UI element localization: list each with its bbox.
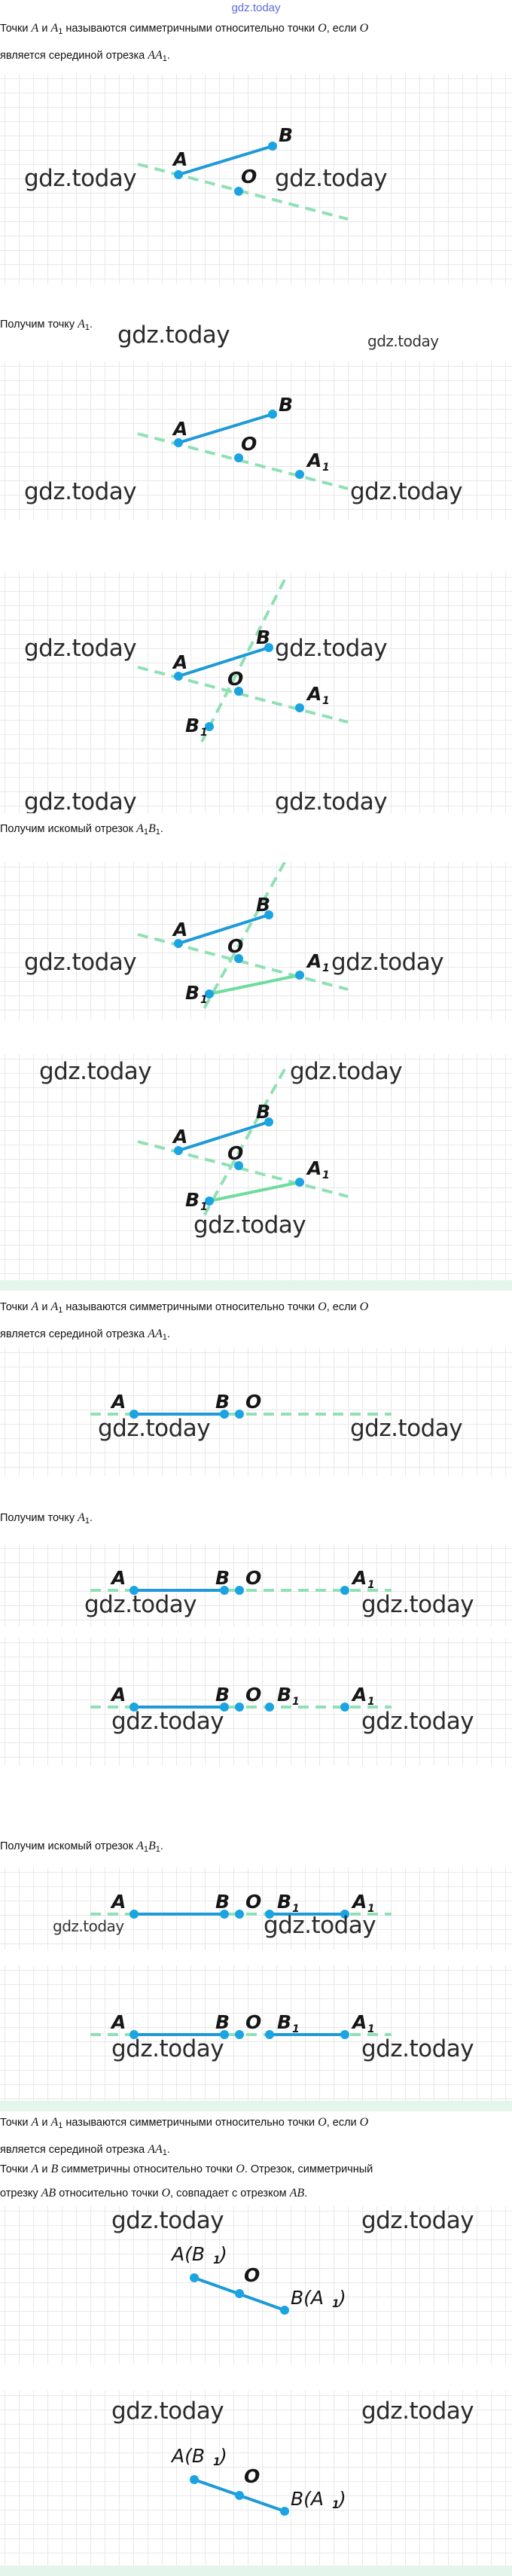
- watermark: gdz.today: [24, 165, 137, 192]
- label-b: B: [215, 1891, 230, 1913]
- label-a: A: [173, 919, 188, 940]
- watermark: gdz.today: [361, 1708, 474, 1735]
- watermark: gdz.today: [350, 1415, 463, 1442]
- label-a1: A: [307, 683, 322, 705]
- label-a-b1: A(B: [172, 2445, 206, 2467]
- definition-text-1: Точки A и $A_1$ называются симметричными относительно точки O, если O является серединой отрезка $AA_1$.: [0, 22, 369, 63]
- label-a1: A: [307, 950, 322, 972]
- figure-panel-3: [0, 572, 512, 813]
- label-a: A: [173, 418, 188, 440]
- label-o: O: [245, 1684, 262, 1706]
- label-a1: A: [352, 1684, 367, 1706]
- label-a1: A: [352, 2011, 367, 2033]
- label-b: B: [215, 1567, 230, 1589]
- label-b1: B: [277, 1891, 292, 1913]
- label-b1: B: [185, 1189, 200, 1211]
- label-b1-sub: 1: [200, 727, 208, 739]
- watermark: gdz.today: [194, 1212, 306, 1239]
- label-o: O: [245, 1391, 262, 1413]
- label-a1-sub: 1: [367, 1579, 375, 1591]
- label-a: A: [173, 148, 188, 170]
- label-o: O: [227, 935, 244, 957]
- label-a1-sub: 1: [367, 2023, 375, 2035]
- label-b-a1-sub: 1: [332, 2499, 340, 2511]
- figure-6: [0, 1348, 512, 1476]
- figure-panel-11: [0, 2206, 512, 2364]
- watermark: gdz.today: [350, 478, 463, 505]
- segment-a1b1: [209, 975, 300, 994]
- label-o: O: [244, 2465, 261, 2487]
- label-a1: A: [307, 450, 322, 471]
- point-o: [235, 2289, 244, 2298]
- figure-panel-2: [0, 361, 512, 520]
- label-b: B: [215, 1391, 230, 1413]
- figure-panel-7: [0, 1544, 512, 1626]
- watermark: gdz.today: [24, 949, 137, 976]
- definition-text-3: Точки A и $A_1$ называются симметричными относительно точки O, если O является серединой отрезка $AA_1$.: [0, 2116, 369, 2157]
- point-b1: [265, 2030, 274, 2039]
- label-o: O: [244, 2264, 261, 2286]
- label-b: B: [256, 894, 271, 916]
- label-o: O: [241, 166, 258, 187]
- point-o: [235, 1910, 244, 1919]
- label-o: O: [245, 1891, 262, 1913]
- label-a1-sub: 1: [322, 1169, 330, 1181]
- figure-panel-6: [0, 1348, 512, 1476]
- segment-ab: [178, 648, 269, 676]
- figure-10: [0, 1965, 512, 2101]
- label-a-b1-close: ): [220, 2445, 227, 2467]
- label-a-b1-sub: 1: [213, 2254, 221, 2267]
- get-point-text-1: Получим точку $A_1$.: [0, 318, 93, 332]
- point-a1: [295, 971, 304, 980]
- figure-5: [0, 1054, 512, 1280]
- label-b-a1-sub: 1: [332, 2298, 340, 2310]
- watermark: gdz.today: [53, 1917, 124, 1935]
- label-b: B: [279, 394, 294, 416]
- point-o: [235, 1586, 244, 1595]
- watermark: gdz.today: [367, 332, 439, 350]
- point-o: [235, 2030, 244, 2039]
- label-o: O: [227, 1142, 244, 1164]
- point-a: [190, 2475, 199, 2484]
- watermark: gdz.today: [98, 1415, 211, 1442]
- label-a1: A: [352, 1891, 367, 1913]
- label-a: A: [111, 1891, 126, 1913]
- label-b: B: [256, 626, 271, 648]
- figure-9: [0, 1867, 512, 1950]
- label-b: B: [279, 124, 294, 146]
- label-a-b1: A(B: [172, 2243, 206, 2265]
- get-segment-text-2: Получим искомый отрезок $A_1B_1$.: [0, 1840, 163, 1854]
- label-o: O: [241, 433, 258, 455]
- watermark: gdz.today: [331, 949, 444, 976]
- label-b-a1-close: ): [339, 2488, 346, 2510]
- figure-3: [0, 572, 512, 813]
- segment-ab: [178, 1122, 269, 1151]
- figure-panel-4: [0, 862, 512, 1020]
- watermark: gdz.today: [361, 2207, 474, 2234]
- point-o: [235, 1410, 244, 1419]
- label-b1-sub: 1: [200, 1201, 208, 1213]
- label-a1-sub: 1: [367, 1903, 375, 1915]
- label-a: A: [173, 651, 188, 673]
- watermark: gdz.today: [361, 2035, 474, 2062]
- label-a: A: [173, 1126, 188, 1148]
- watermark: gdz.today: [84, 1591, 197, 1618]
- point-a: [190, 2273, 199, 2282]
- label-b1: B: [277, 1684, 292, 1706]
- label-o: O: [245, 2011, 262, 2033]
- figure-panel-8: [0, 1638, 512, 1766]
- point-a1: [295, 1178, 304, 1187]
- label-b-a1-close: ): [339, 2287, 346, 2309]
- watermark: gdz.today: [117, 322, 230, 349]
- watermark: gdz.today: [111, 2398, 224, 2425]
- watermark: gdz.today: [39, 1058, 152, 1085]
- label-a-b1-sub: 1: [213, 2456, 221, 2468]
- point-o: [235, 1703, 244, 1712]
- watermark: gdz.today: [111, 1708, 224, 1735]
- label-a-b1-close: ): [220, 2243, 227, 2265]
- label-a: A: [111, 2011, 126, 2033]
- label-o: O: [227, 668, 244, 690]
- point-b: [268, 142, 277, 151]
- point-a: [130, 1910, 139, 1919]
- point-b1: [265, 1703, 274, 1712]
- watermark: gdz.today: [264, 1912, 376, 1939]
- figure-4: [0, 862, 512, 1020]
- label-a1: A: [352, 1567, 367, 1589]
- figure-8: [0, 1638, 512, 1766]
- label-b-a1: B(A: [291, 2287, 325, 2309]
- figure-panel-10: [0, 1965, 512, 2101]
- get-point-text-2: Получим точку $A_1$.: [0, 1511, 93, 1526]
- label-b: B: [215, 1684, 230, 1706]
- label-o: O: [245, 1567, 262, 1589]
- watermark: gdz.today: [111, 2035, 224, 2062]
- watermark: gdz.today: [290, 1058, 403, 1085]
- figure-panel-12: [0, 2391, 512, 2565]
- label-b1-sub: 1: [292, 1696, 300, 1708]
- watermark: gdz.today: [275, 165, 388, 192]
- label-b1-sub: 1: [200, 994, 208, 1006]
- label-b1: B: [185, 715, 200, 736]
- label-b1-sub: 1: [292, 1903, 300, 1915]
- point-o: [234, 187, 243, 196]
- section-divider: [0, 1280, 512, 1291]
- label-b: B: [215, 2011, 230, 2033]
- watermark: gdz.today: [275, 788, 388, 813]
- label-b1-sub: 1: [292, 2023, 300, 2035]
- site-header[interactable]: gdz.today: [231, 2, 281, 14]
- label-b1: B: [277, 2011, 292, 2033]
- label-a1-sub: 1: [322, 695, 330, 707]
- segment-a1b1: [209, 1182, 300, 1201]
- point-o: [235, 2491, 244, 2500]
- point-b: [280, 2507, 289, 2516]
- point-a1: [340, 2030, 349, 2039]
- figure-panel-9: [0, 1867, 512, 1950]
- point-a1: [340, 1586, 349, 1595]
- label-b: B: [256, 1101, 271, 1123]
- watermark: gdz.today: [361, 2398, 474, 2425]
- watermark: gdz.today: [275, 635, 388, 662]
- label-a1-sub: 1: [322, 462, 330, 474]
- segment-ab: [178, 146, 273, 175]
- watermark: gdz.today: [24, 478, 137, 505]
- label-a1-sub: 1: [322, 962, 330, 974]
- point-a1: [295, 470, 304, 479]
- watermark: gdz.today: [24, 788, 137, 813]
- point-a1: [340, 1703, 349, 1712]
- figure-panel-5: [0, 1054, 512, 1280]
- label-a: A: [111, 1391, 126, 1413]
- label-a: A: [111, 1567, 126, 1589]
- figure-panel-1: [0, 74, 512, 285]
- point-b: [280, 2306, 289, 2315]
- label-b1: B: [185, 982, 200, 1004]
- section-divider: [0, 2565, 512, 2576]
- watermark: gdz.today: [24, 635, 137, 662]
- point-a1: [295, 703, 304, 712]
- label-a: A: [111, 1684, 126, 1706]
- label-a1: A: [307, 1157, 322, 1179]
- label-b-a1: B(A: [291, 2488, 325, 2510]
- get-segment-text-1: Получим искомый отрезок $A_1B_1$.: [0, 817, 509, 844]
- section-divider: [0, 2101, 512, 2111]
- symmetry-text: Точки A и B симметричны относительно точки O. Отрезок, симметричный отрезку AB относительно точки O, совпадает с отрезком AB.: [0, 2163, 373, 2200]
- dashed-line-bb1: [202, 580, 285, 742]
- segment-ab: [178, 915, 269, 944]
- segment-ab: [178, 414, 273, 443]
- label-a1-sub: 1: [367, 1696, 375, 1708]
- definition-text-2: Точки A и $A_1$ называются симметричными относительно точки O, если O является серединой отрезка $AA_1$.: [0, 1300, 369, 1342]
- point-a: [174, 170, 183, 179]
- point-b: [268, 410, 277, 419]
- watermark: gdz.today: [111, 2207, 224, 2234]
- watermark: gdz.today: [361, 1591, 474, 1618]
